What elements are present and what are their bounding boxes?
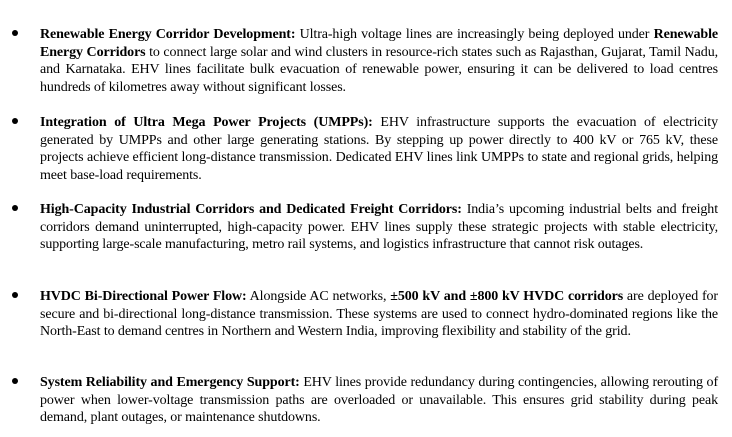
item-body: to connect large solar and wind clusters in resource-rich states such as Rajasthan, Gujarat, Tamil Nadu, and Karnataka. EHV lines facilitate bulk evacuation of renewable power, ensuring it can be delivered to load centres hundreds of kilometres away without significant losses. (40, 44, 718, 95)
item-body: India’s upcoming industrial belts and freight corridors demand uninterrupted, high-capacity power. EHV lines supply these strategic projects with stable electricity, supporting large-scale manufacturing, metro rail systems, and logistics infrastructure that cannot risk outages. (40, 202, 719, 253)
item-body: EHV infrastructure supports the evacuation of electricity generated by UMPPs and other large generating stations. By stepping up power directly to 400 kV or 765 kV, these projects achieve efficient long-distance transmission. Dedicated EHV lines link UMPPs to state and regional grids, helping meet base-load requirements. (40, 115, 718, 183)
item-body: Alongside AC networks, (246, 289, 391, 304)
bullet-dot (12, 118, 18, 124)
list-item-text (40, 374, 718, 427)
item-heading: Integration of Ultra Mega Power Projects (UMPPs): (40, 115, 373, 130)
item-body: are deployed for secure and bi-directional long-distance transmission. These systems are used to connect hydro-dominated regions like the North-East to demand centres in Northern and Western India, improving flexibility and stability of the grid. (40, 289, 718, 340)
item-heading: High-Capacity Industrial Corridors and Dedicated Freight Corridors: (40, 202, 462, 217)
bullet-dot (12, 378, 18, 384)
item-heading: Renewable Energy Corridor Development: (40, 27, 296, 42)
item-heading: HVDC Bi-Directional Power Flow: (40, 289, 247, 304)
list-item-text (40, 201, 718, 254)
list-item-text (40, 114, 718, 184)
bullet-dot (12, 30, 18, 36)
list-item-text (40, 26, 718, 96)
item-emphasis: ±500 kV and ±800 kV HVDC corridors (390, 289, 624, 304)
item-heading: System Reliability and Emergency Support: (40, 375, 300, 390)
bullet-dot (12, 205, 18, 211)
list-item-text (40, 288, 718, 341)
bullet-dot (12, 292, 18, 298)
item-body: EHV lines provide redundancy during contingencies, allowing rerouting of power when lower-voltage transmission paths are overloaded or unavailable. This ensures grid stability during peak demand, plant outages, or maintenance shutdowns. (40, 375, 719, 426)
item-body: Ultra-high voltage lines are increasingly being deployed under (295, 27, 654, 42)
item-emphasis: Renewable Energy Corridors (40, 27, 719, 60)
